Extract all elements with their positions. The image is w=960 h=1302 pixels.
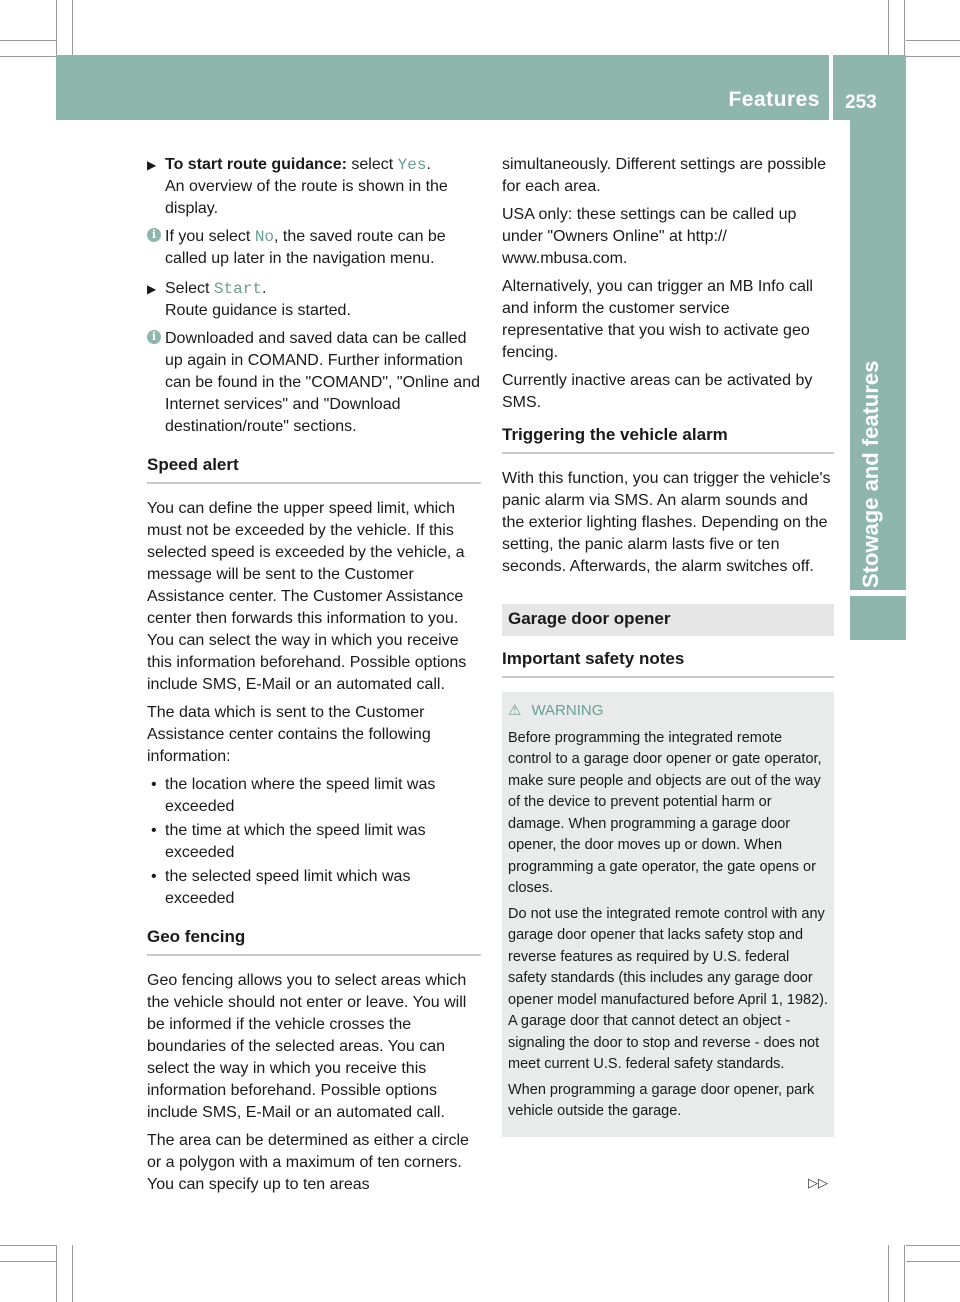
heading-speed-alert: Speed alert [147, 454, 481, 484]
step-text: Select [165, 280, 214, 297]
heading-safety-notes: Important safety notes [502, 648, 834, 678]
side-tab-label: Stowage and features [858, 360, 883, 588]
paragraph: simultaneously. Different settings are possible for each area. [502, 156, 827, 195]
list-item: • the location where the speed limit was exceeded [151, 776, 436, 815]
header-title: Features [728, 88, 820, 111]
step-label: To start route guidance: [165, 156, 347, 173]
header-divider [829, 55, 833, 120]
heading-garage-door-opener: Garage door opener [502, 604, 834, 636]
info-text: Downloaded and saved data can be called up again in COMAND. Further information can be found in the "COMAND", "Online and Internet services" and "Download destination/route" sections. [165, 330, 480, 435]
warning-paragraph: Do not use the integrated remote control with any garage door opener that lacks safety stop and reverse features as required by U.S. federal safety standards (this includes any garage door opener model manufactured before April 1, 1982). A garage door that cannot detect an object - signaling the door to stop and reverse - does not meet current U.S. federal safety standards. [508, 905, 829, 1072]
warning-icon: ⚠ [508, 702, 522, 719]
crop-mark [0, 1245, 56, 1246]
step-select-start [147, 278, 481, 322]
crop-mark [0, 40, 56, 41]
info-text: , the saved route can be called up later in the navigation menu. [165, 228, 446, 267]
crop-mark [0, 1261, 56, 1262]
warning-title [508, 700, 828, 722]
page-number: 253 [845, 92, 877, 113]
crop-mark [906, 56, 960, 57]
paragraph: With this function, you can trigger the vehicle's panic alarm via SMS. An alarm sounds and the exterior lighting flashes. Depending on the setting, the panic alarm lasts five or ten seconds. Afterwards, the alarm switches off. [502, 470, 831, 575]
step-text: select [346, 156, 398, 173]
step-arrow-icon: ▶ [147, 158, 157, 172]
paragraph: You can define the upper speed limit, which must not be exceeded by the vehicle. If this selected speed is exceeded by the vehicle, a message will be sent to the Customer Assistance center. The Customer Assistance center then forwards this information to you. You can select the way in which you receive this information beforehand. Possible options include SMS, E-Mail or an automated call. [147, 500, 467, 693]
display-text-start: Start [213, 280, 262, 298]
step-text: . [261, 280, 267, 297]
crop-mark [904, 0, 905, 55]
crop-mark [56, 0, 57, 55]
paragraph: Alternatively, you can trigger an MB Info call and inform the customer service representative that you wish to activate geo fencing. [502, 278, 813, 361]
paragraph: The area can be determined as either a circle or a polygon with a maximum of ten corners. You can specify up to ten areas [147, 1132, 469, 1193]
display-text-yes: Yes [397, 156, 427, 174]
left-column [147, 154, 481, 1202]
display-text-no: No [254, 228, 275, 246]
warning-box [502, 692, 834, 1137]
crop-mark [904, 1245, 905, 1302]
step-text: . [426, 156, 431, 173]
crop-mark [888, 0, 889, 55]
info-text: If you select [165, 228, 255, 245]
paragraph: Geo fencing allows you to select areas which the vehicle should not enter or leave. You will be informed if the vehicle crosses the boundaries of the selected areas. You can select the way in which you receive this information beforehand. Possible options include SMS, E-Mail or an automated call. [147, 972, 467, 1121]
crop-mark [0, 56, 56, 57]
crop-mark [906, 1245, 960, 1246]
warning-label: WARNING [531, 702, 604, 719]
warning-paragraph: When programming a garage door opener, park vehicle outside the garage. [508, 1081, 815, 1119]
heading-vehicle-alarm: Triggering the vehicle alarm [502, 424, 834, 454]
info-icon: i [147, 228, 161, 242]
crop-mark [56, 1245, 57, 1302]
list-item-text: the selected speed limit which was exceeded [165, 868, 411, 907]
paragraph: Currently inactive areas can be activated by SMS. [502, 372, 813, 411]
list-item: • the time at which the speed limit was exceeded [151, 822, 426, 861]
step-start-guidance [147, 154, 481, 220]
crop-mark [906, 40, 960, 41]
info-note [147, 226, 481, 270]
warning-paragraph: Before programming the integrated remote control to a garage door opener or gate operator, make sure people and objects are out of the way of the device to prevent potential harm or damage. When programming a garage door opener, the door moves up or down. When programming a gate operator, the gate opens or closes. [508, 729, 822, 896]
list-item-text: the time at which the speed limit was exceeded [165, 822, 426, 861]
list-item-text: the location where the speed limit was exceeded [165, 776, 436, 815]
step-result: Route guidance is started. [165, 302, 351, 319]
right-column [502, 154, 834, 1137]
list-item: • the selected speed limit which was exceeded [151, 868, 411, 907]
crop-mark [72, 0, 73, 55]
step-arrow-icon: ▶ [147, 282, 157, 296]
crop-mark [888, 1245, 889, 1302]
step-result: An overview of the route is shown in the display. [165, 178, 448, 217]
crop-mark [72, 1245, 73, 1302]
continued-icon: ▷▷ [808, 1175, 828, 1190]
paragraph: USA only: these settings can be called up under "Owners Online" at http:// www.mbusa.com. [502, 206, 797, 267]
info-note [147, 328, 481, 438]
heading-geo-fencing: Geo fencing [147, 926, 481, 956]
crop-mark [906, 1261, 960, 1262]
info-icon: i [147, 330, 161, 344]
paragraph: The data which is sent to the Customer Assistance center contains the following information: [147, 704, 431, 765]
side-tab-marker [850, 596, 906, 640]
